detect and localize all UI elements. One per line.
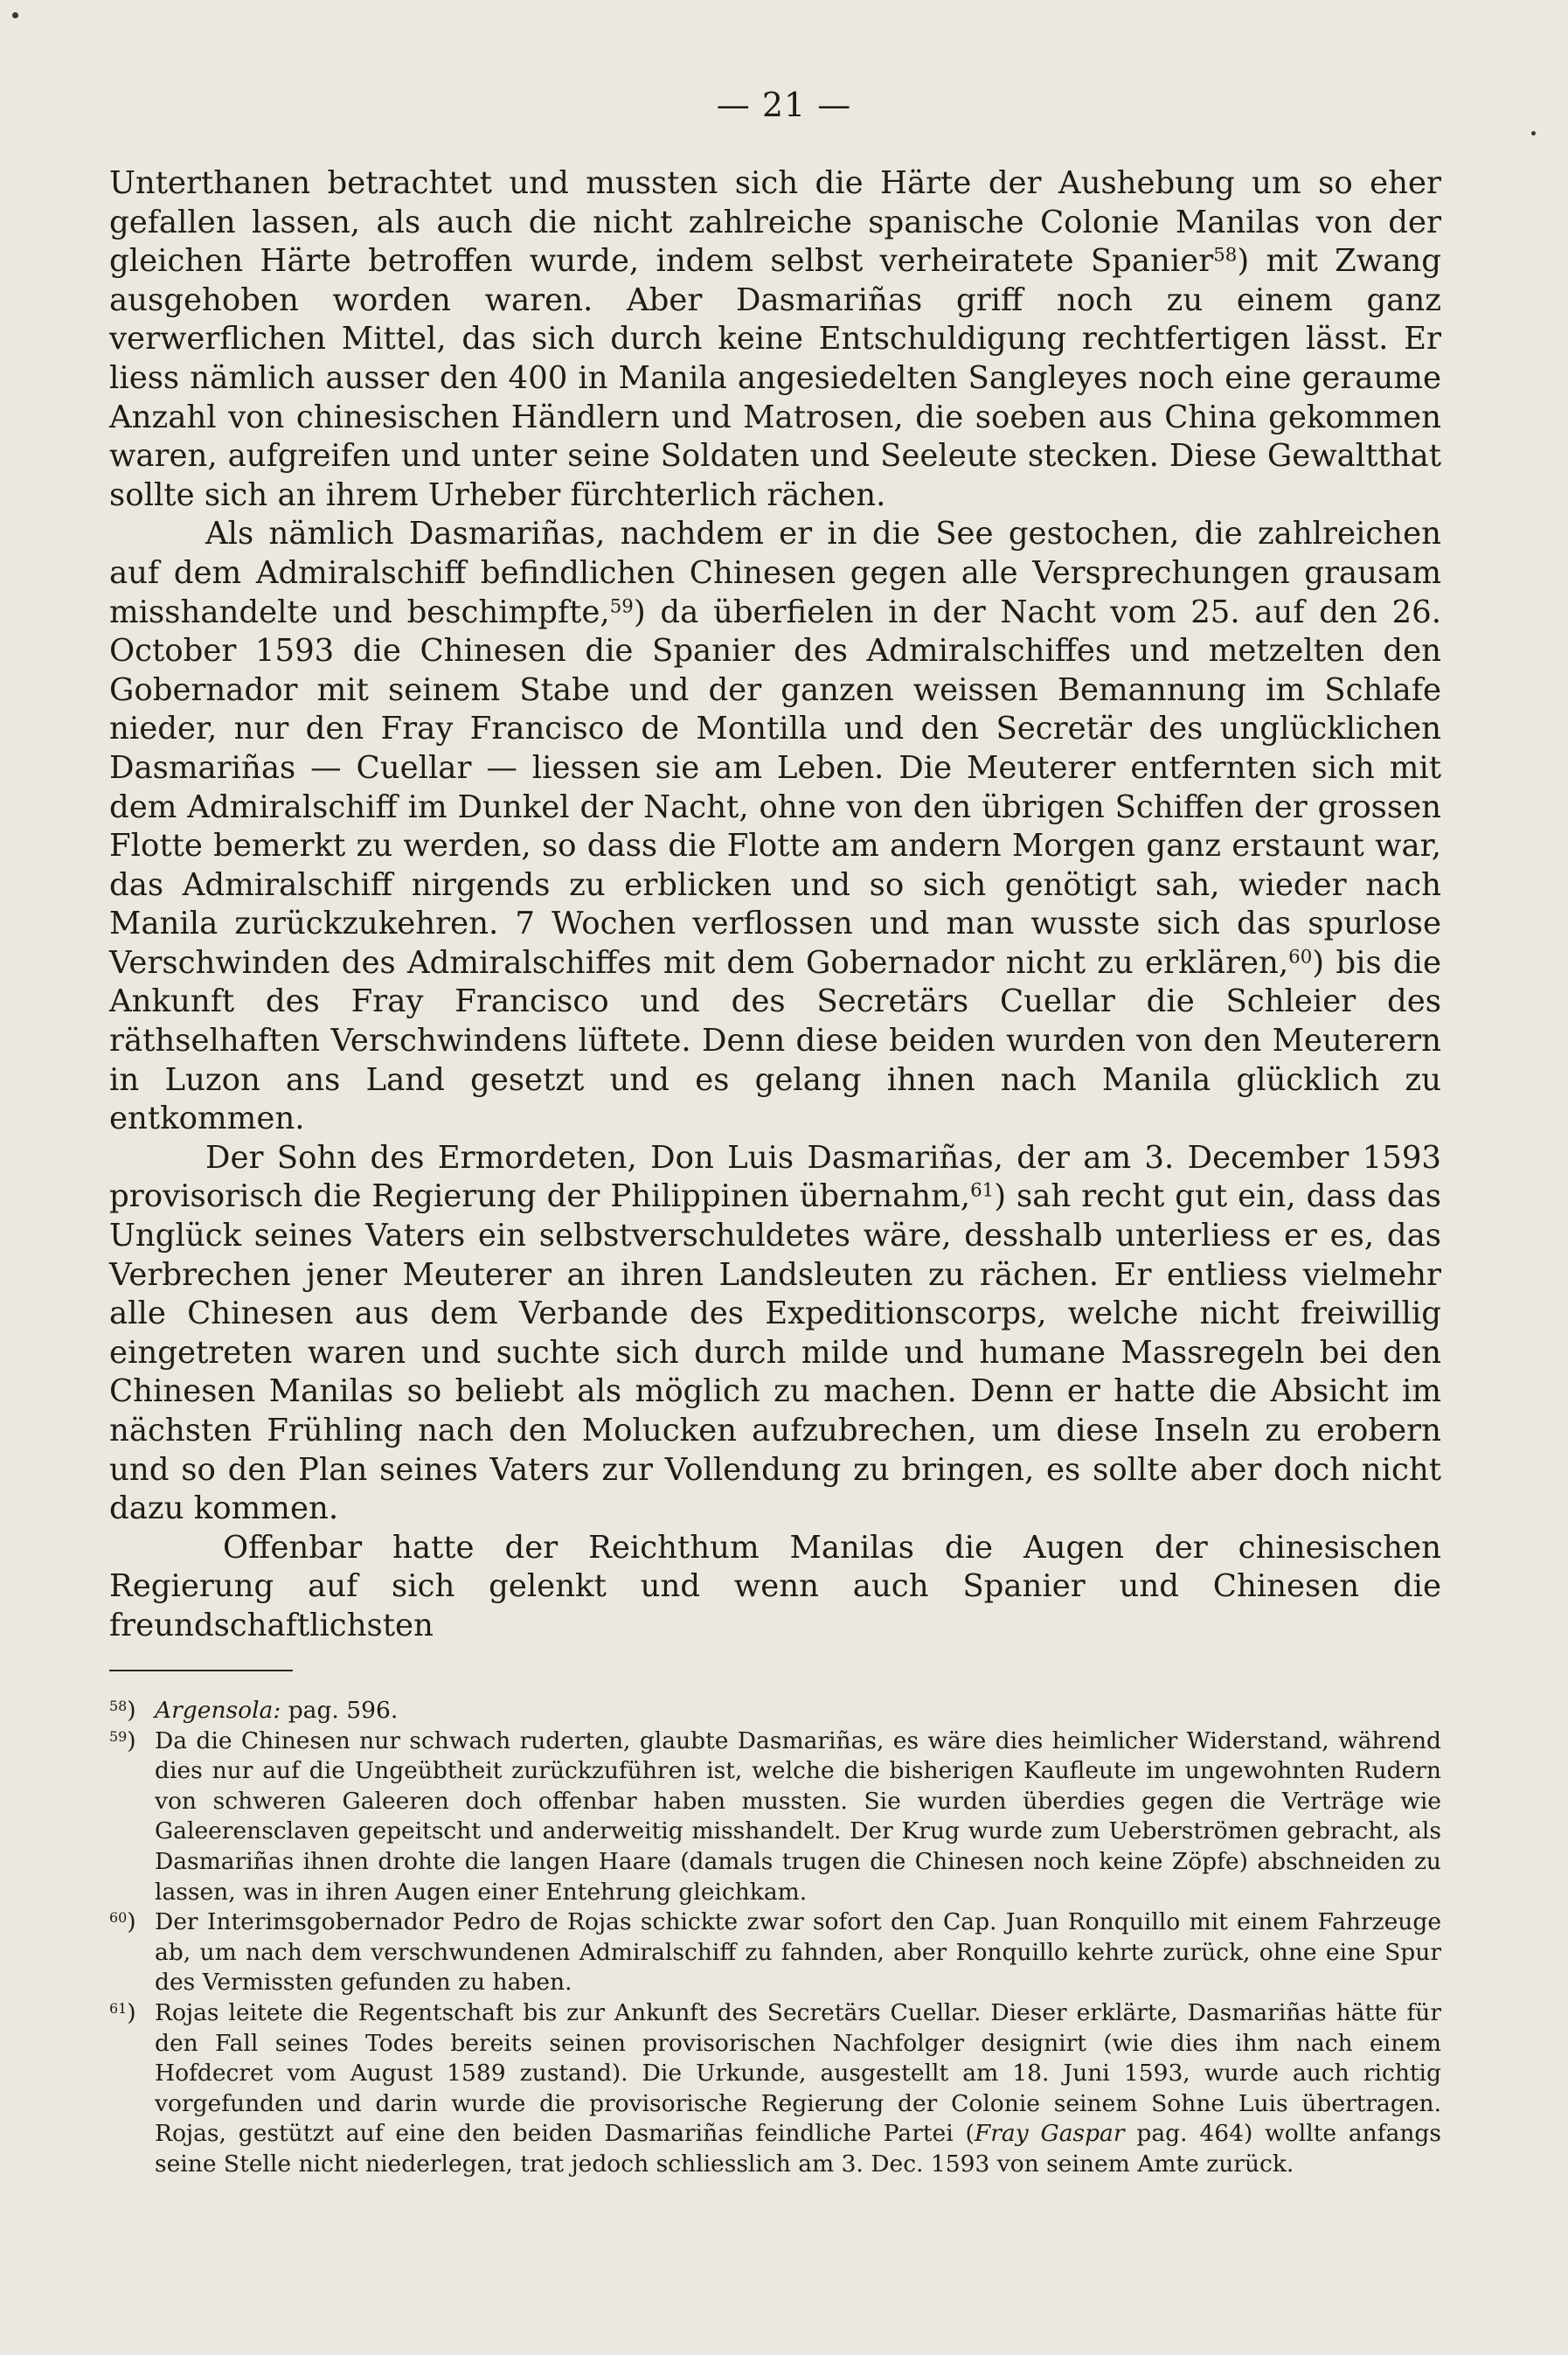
footnote-mark: $^{61}$)	[109, 1998, 136, 2026]
footnote-divider	[109, 1670, 293, 1671]
footnote-mark: $^{58}$)	[109, 1697, 136, 1724]
footnote-61: $^{61}$) Rojas leitete die Regentschaft bis zur Ankunft des Secretärs Cuellar. Dieser erklärte, Dasmariñas hätte für den Fall seines Todes bereits seinen provisorischen Nachfolger designirt (wie dies ihm nach einem Hofdecret vom August 1589 zustand). Die Urkunde, ausgestellt am 18. Juni 1593, wurde auch richtig vorgefunden und darin wurde die provisorische Regierung der Colonie seinem Sohne Luis übertragen. Rojas, gestützt auf eine den beiden Dasmariñas feindliche Partei (Fray Gaspar pag. 464) wollte anfangs seine Stelle nicht niederlegen, trat jedoch schliesslich am 3. Dec. 1593 von seinem Amte zurück.	[109, 1998, 1441, 2178]
footnote-ref-58: 58	[1213, 244, 1238, 267]
footnotes	[109, 1696, 1441, 2180]
footnote-mark: $^{60}$)	[109, 1908, 136, 1936]
paragraph-4: Offenbar hatte der Reichthum Manilas die Augen der chinesischen Regierung auf sich gelenkt und wenn auch Spanier und Chinesen die freundschaftlichsten	[109, 1529, 1441, 1643]
footnote-ref-60: 60	[1288, 946, 1313, 969]
print-speck	[1531, 131, 1536, 135]
page-number: — 21 —	[716, 86, 852, 124]
print-speck	[12, 12, 18, 18]
footnote-59: $^{59}$) Da die Chinesen nur schwach ruderten, glaubte Dasmariñas, es wäre dies heimlicher Widerstand, während dies nur auf die Ungeübtheit zurückzuführen ist, welche die bisherigen Kaufleute im ungewohnten Rudern von schweren Galeeren doch offenbar haben mussten. Sie wurden überdies gegen die Verträge wie Galeerensclaven gepeitscht und anderweitig misshandelt. Der Krug wurde zum Ueberströmen gebracht, als Dasmariñas ihnen drohte die langen Haare (damals trugen die Chinesen noch keine Zöpfe) abschneiden zu lassen, was in ihren Augen einer Entehrung gleichkam.	[109, 1726, 1441, 1906]
footnote-mark: $^{59}$)	[109, 1726, 136, 1754]
paragraph-2: Als nämlich Dasmariñas, nachdem er in die See gestochen, die zahlreichen auf dem Admiralschiff befindlichen Chinesen gegen alle Versprechungen grausam misshandelte und beschimpfte,$^{59}$) da überfielen in der Nacht vom 25. auf den 26. October 1593 die Chinesen die Spanier des Admiralschiffes und metzelten den Gobernador mit seinem Stabe und der ganzen weissen Bemannung im Schlafe nieder, nur den Fray Francisco de Montilla und den Secretär des unglücklichen Dasmariñas — Cuellar — liessen sie am Leben. Die Meuterer entfernten sich mit dem Admiralschiff im Dunkel der Nacht, ohne von den übrigen Schiffen der grossen Flotte bemerkt zu werden, so dass die Flotte am andern Morgen ganz erstaunt war, das Admiralschiff nirgends zu erblicken und so sich genötigt sah, wieder nach Manila zurückzukehren. 7 Wochen verflossen und man wusste sich das spurlose Verschwinden des Admiralschiffes mit dem Gobernador nicht zu erklären,$^{60}$) bis die Ankunft des Fray Francisco und des Secretärs Cuellar die Schleier des räthselhaften Verschwindens lüftete. Denn diese beiden wurden von den Meuterern in Luzon ans Land gesetzt und es gelang ihnen nach Manila glücklich zu entkommen.	[109, 516, 1441, 1137]
paragraph-3: Der Sohn des Ermordeten, Don Luis Dasmariñas, der am 3. December 1593 provisorisch die Regierung der Philippinen übernahm,$^{61}$) sah recht gut ein, dass das Unglück seines Vaters ein selbstverschuldetes wäre, desshalb unterliess er es, das Verbrechen jener Meuterer an ihren Landsleuten zu rächen. Er entliess vielmehr alle Chinesen aus dem Verbande des Expeditionscorps, welche nicht freiwillig eingetreten waren und suchte sich durch milde und humane Massregeln bei den Chinesen Manilas so beliebt als möglich zu machen. Denn er hatte die Absicht im nächsten Frühling nach den Molucken aufzubrechen, um diese Inseln zu erobern und so den Plan seines Vaters zur Vollendung zu bringen, es sollte aber doch nicht dazu kommen.	[109, 1139, 1442, 1527]
paragraph-1: Unterthanen betrachtet und mussten sich die Härte der Aushebung um so eher gefallen lassen, als auch die nicht zahlreiche spanische Colonie Manilas von der gleichen Härte betroffen wurde, indem selbst verheiratete Spanier$^{58}$) mit Zwang ausgehoben worden waren. Aber Dasmariñas griff noch zu einem ganz verwerflichen Mittel, das sich durch keine Entschuldigung rechtfertigen lässt. Er liess nämlich ausser den 400 in Manila angesiedelten Sangleyes noch eine geraume Anzahl von chinesischen Händlern und Matrosen, die soeben aus China gekommen waren, aufgreifen und unter seine Soldaten und Seeleute stecken. Diese Gewaltthat sollte sich an ihrem Urheber fürchterlich rächen.	[109, 165, 1441, 513]
footnote-58: $^{58}$) Argensola: pag. 596.	[109, 1696, 1441, 1726]
footnote-60: $^{60}$) Der Interimsgobernador Pedro de Rojas schickte zwar sofort den Cap. Juan Ronquillo mit einem Fahrzeuge ab, um nach dem verschwundenen Admiralschiff zu fahnden, aber Ronquillo kehrte zurück, ohne eine Spur des Vermissten gefunden zu haben.	[109, 1908, 1441, 1997]
footnote-ref-61: 61	[970, 1179, 995, 1202]
body-text	[109, 164, 1441, 1646]
footnote-ref-59: 59	[609, 594, 634, 617]
